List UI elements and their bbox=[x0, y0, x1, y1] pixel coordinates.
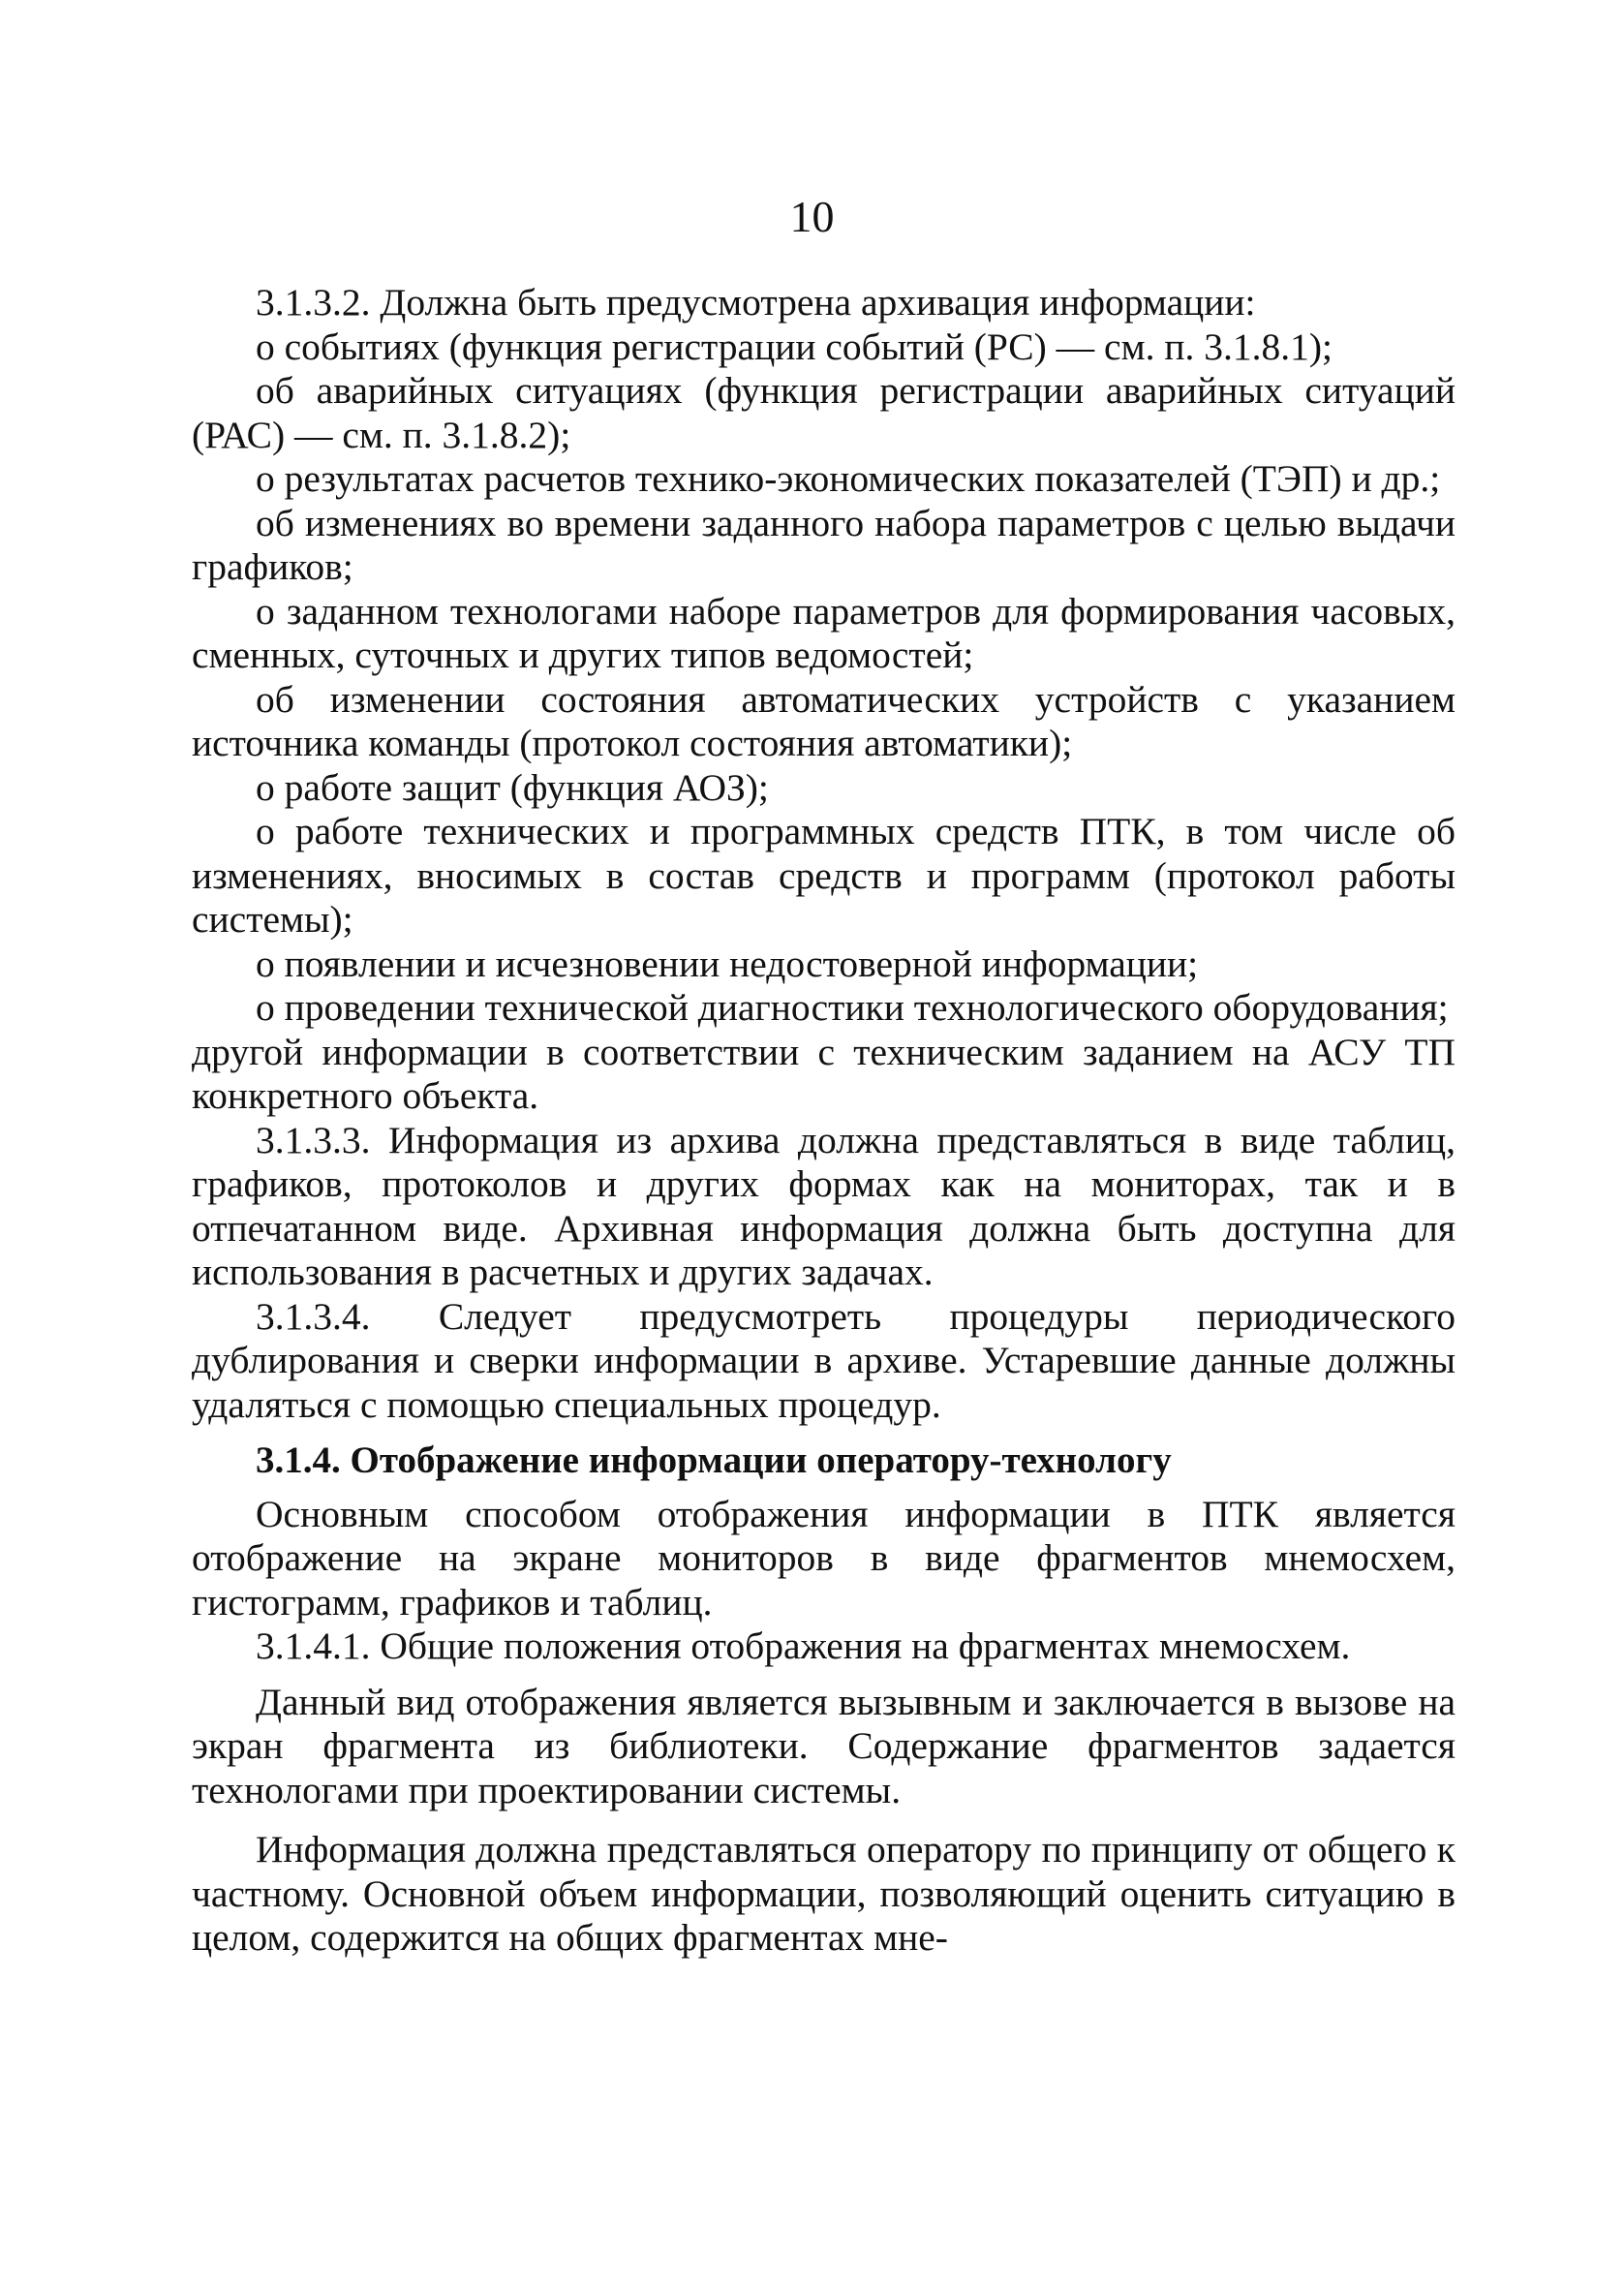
page-number: 10 bbox=[789, 192, 835, 241]
paragraph-3-1-3-2: 3.1.3.2. Должна быть предусмотрена архивация информации: bbox=[256, 281, 1256, 324]
list-item-emergency: об аварийных ситуациях (функция регистрации аварийных ситуаций (РАС) — см. п. 3.1.8.2); bbox=[192, 369, 1455, 456]
list-item-tep: о результатах расчетов технико-экономических показателей (ТЭП) и др.; bbox=[256, 457, 1441, 500]
paragraph-3-1-3-4: 3.1.3.4. Следует предусмотреть процедуры периодического дублирования и сверки информации в архиве. Устаревшие данные должны удаляться с помощью специальных процедур. bbox=[192, 1294, 1455, 1426]
section-heading-3-1-4: 3.1.4. Отображение информации оператору-технологу bbox=[256, 1439, 1172, 1481]
list-item-parameter-changes: об изменениях во времени заданного набора параметров с целью выдачи графиков; bbox=[192, 501, 1455, 588]
paragraph-3-1-3-3: 3.1.3.3. Информация из архива должна представляться в виде таблиц, графиков, протоколов и других формах как на мониторах, так и в отпечатанном виде. Архивная информация должна быть доступна для использования в расчетных и других задачах. bbox=[192, 1118, 1455, 1293]
list-item-automation-state: об изменении состояния автоматических устройств с указанием источника команды (протокол состояния автоматики); bbox=[192, 677, 1455, 764]
document-body bbox=[192, 281, 1455, 1961]
paragraph-display-type: Данный вид отображения является вызывным и заключается в вызове на экран фрагмента из библиотеки. Содержание фрагментов задается технологами при проектировании системы. bbox=[192, 1680, 1455, 1811]
list-item-ptk-operation: о работе технических и программных средств ПТК, в том числе об изменениях, вносимых в состав средств и программ (протокол работы системы); bbox=[192, 810, 1455, 941]
paragraph-main-display: Основным способом отображения информации в ПТК является отображение на экране мониторов в виде фрагментов мнемосхем, гистограмм, графиков и таблиц. bbox=[192, 1492, 1455, 1624]
list-item-events: о событиях (функция регистрации событий (РС) — см. п. 3.1.8.1); bbox=[256, 325, 1333, 368]
list-item-other: другой информации в соответствии с техническим заданием на АСУ ТП конкретного объекта. bbox=[192, 1030, 1455, 1117]
paragraph-general-to-specific: Информация должна представляться оператору по принципу от общего к частному. Основной объем информации, позволяющий оценить ситуацию в целом, содержится на общих фрагментах мне- bbox=[192, 1828, 1455, 1959]
list-item-statements: о заданном технологами наборе параметров для формирования часовых, сменных, суточных и других типов ведомостей; bbox=[192, 589, 1455, 676]
list-item-protection: о работе защит (функция АОЗ); bbox=[256, 765, 769, 809]
paragraph-3-1-4-1: 3.1.4.1. Общие положения отображения на фрагментах мнемосхем. bbox=[256, 1624, 1351, 1667]
list-item-invalid-info: о появлении и исчезновении недостоверной информации; bbox=[256, 942, 1199, 985]
list-item-diagnostics: о проведении технической диагностики технологического оборудования; bbox=[256, 986, 1449, 1029]
